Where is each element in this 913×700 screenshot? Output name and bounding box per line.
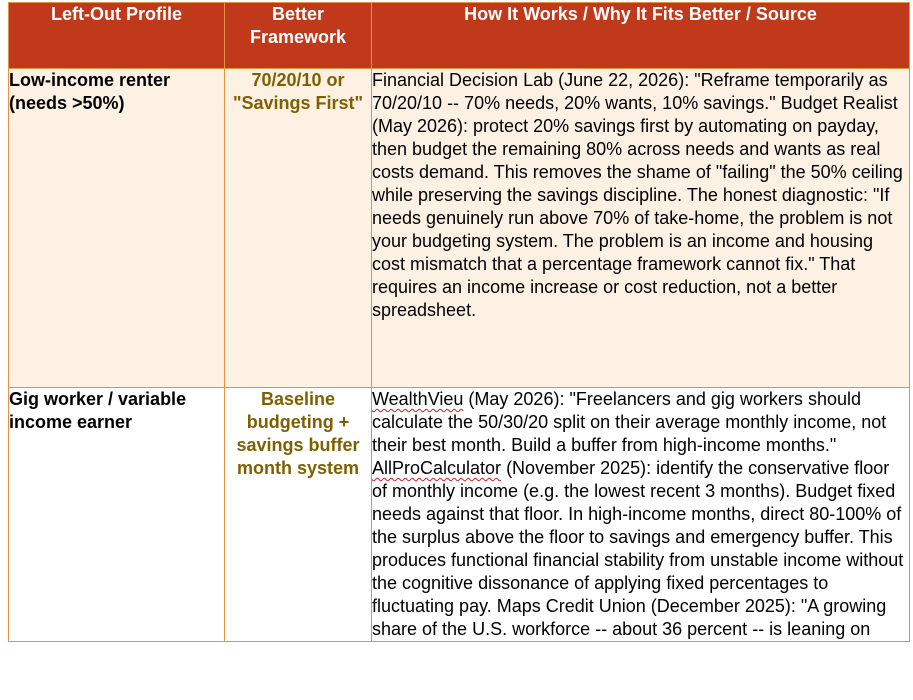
- table-row: [9, 69, 910, 388]
- framework-cell: Baseline budgeting + savings buffer month system: [225, 388, 372, 642]
- detail-text: (November 2025): identify the conservative floor of monthly income (e.g. the lowest recent 3 months). Budget fixed needs against that floor. In high-income months, direct 80-100% of the surplus above the floor to savings and emergency buffer. This produces functional financial stability from unstable income without the cognitive dissonance of applying fixed percentages to fluctuating pay. Maps Credit Union (December 2025): "A growing share of the U.S. workforce -- about 36 percent -- is leaning on: [372, 458, 904, 639]
- source-name-wealthvieu: WealthVieu: [372, 389, 464, 409]
- profile-cell: Low-income renter (needs >50%): [9, 69, 225, 388]
- comparison-table: [8, 2, 910, 642]
- header-left-out-profile: Left-Out Profile: [9, 3, 225, 69]
- detail-cell: [372, 388, 910, 642]
- framework-cell: 70/20/10 or "Savings First": [225, 69, 372, 388]
- table-row: [9, 388, 910, 642]
- detail-cell: Financial Decision Lab (June 22, 2026): "Reframe temporarily as 70/20/10 -- 70% needs, 20% wants, 10% savings." Budget Realist (May 2026): protect 20% savings first by automating on payday, then budget the remaining 80% across needs and wants as real costs demand. This removes the shame of "failing" the 50% ceiling while preserving the savings discipline. The honest diagnostic: "If needs genuinely run above 70% of take-home, the problem is not your budgeting system. The problem is an income and housing cost mismatch that a percentage framework cannot fix." That requires an income increase or cost reduction, not a better spreadsheet.: [372, 69, 910, 388]
- page-bottom-edge: [0, 690, 913, 700]
- header-how-it-works: How It Works / Why It Fits Better / Source: [372, 3, 910, 69]
- header-better-framework: Better Framework: [225, 3, 372, 69]
- detail-text: (May 2026): "Freelancers and gig workers should calculate the 50/30/20 split on their average monthly income, not their best month. Build a buffer from high-income months.": [372, 389, 887, 455]
- table-header-row: [9, 3, 910, 69]
- profile-cell: Gig worker / variable income earner: [9, 388, 225, 642]
- source-name-allprocalculator: AllProCalculator: [372, 458, 502, 478]
